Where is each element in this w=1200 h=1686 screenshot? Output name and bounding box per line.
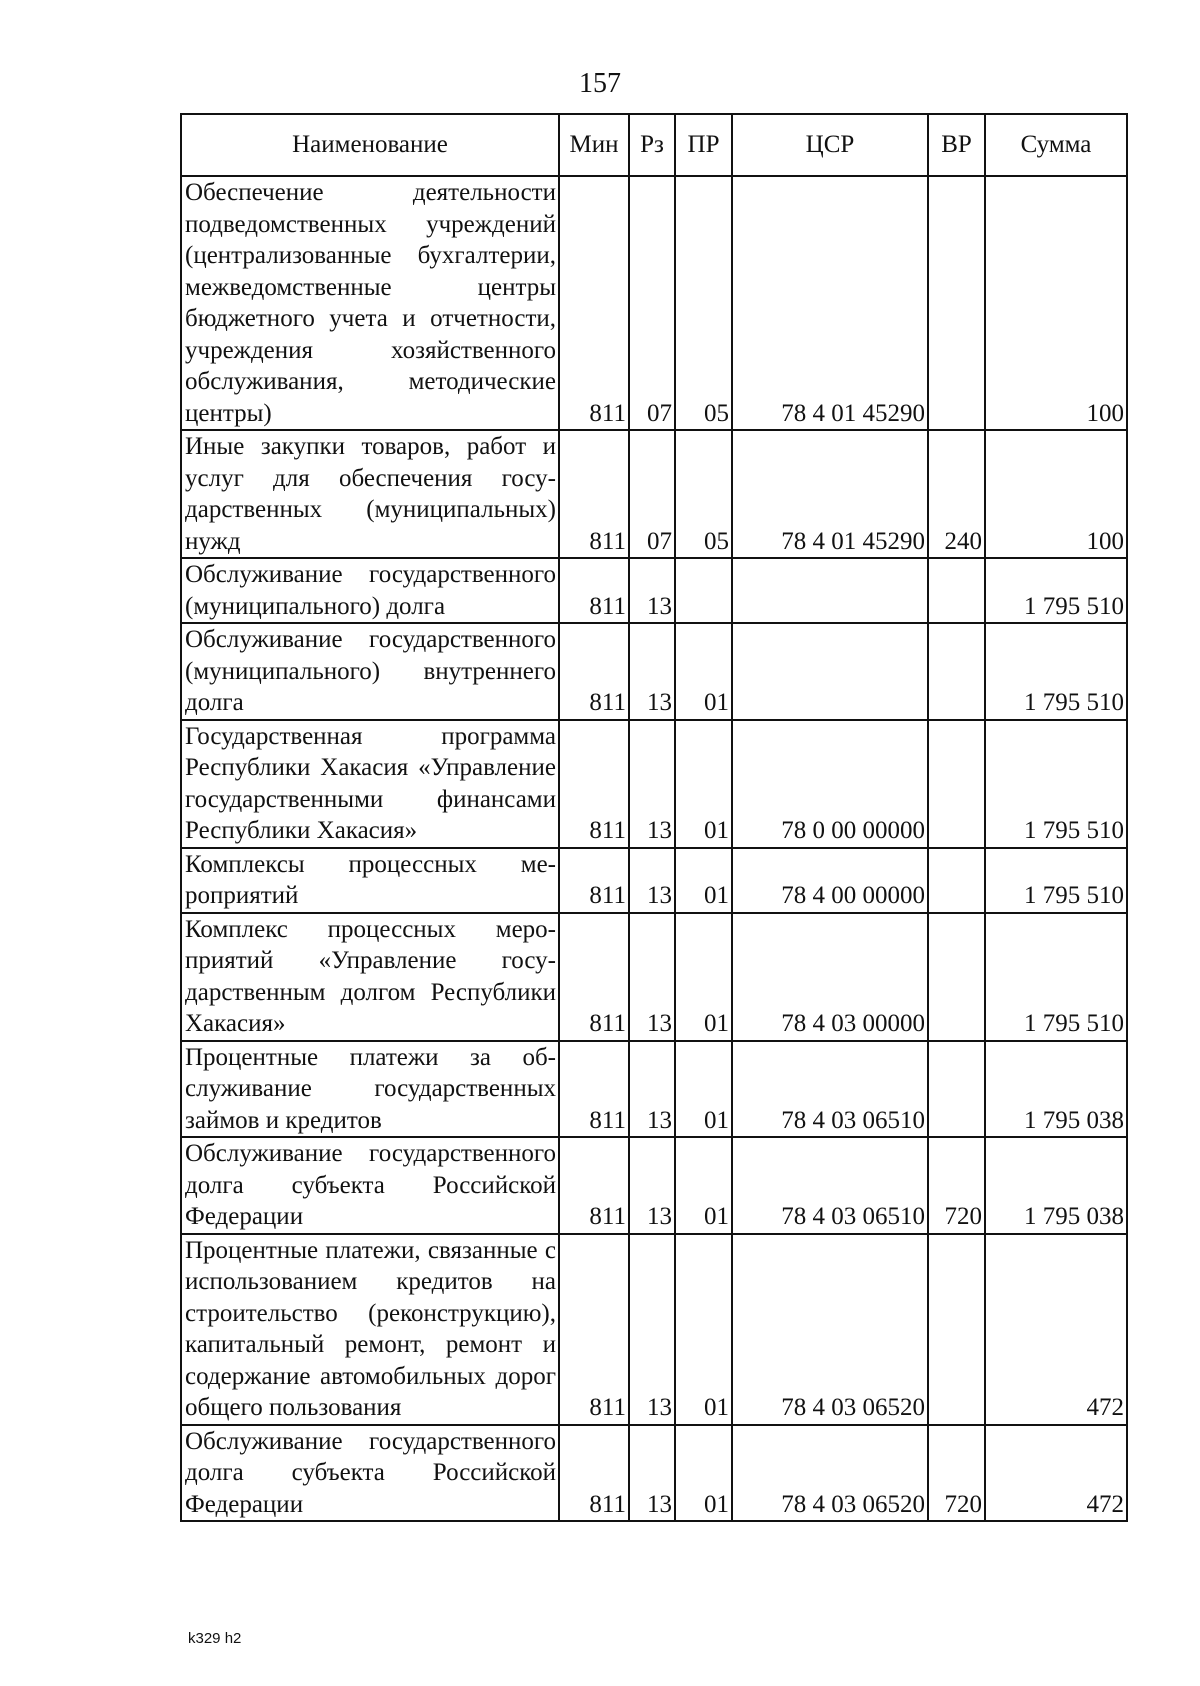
cell-pr: 01: [675, 1137, 732, 1234]
cell-vr: [928, 720, 985, 848]
cell-csr: 78 4 03 06510: [732, 1137, 928, 1234]
cell-pr: 01: [675, 1041, 732, 1138]
header-rz: Рз: [629, 114, 675, 176]
cell-rz: 13: [629, 1234, 675, 1425]
cell-name: Обеспечение деятельности подведомственных учреждений (централизованные бухгалтерии, межведомственные центры бюджетного учета и отчетности, учреждения хозяйственного обслуживания, методические центры): [181, 176, 559, 430]
cell-rz: 13: [629, 623, 675, 720]
cell-pr: 05: [675, 176, 732, 430]
cell-vr: 240: [928, 430, 985, 558]
cell-name: Обслуживание государственного долга субъекта Российской Федерации: [181, 1425, 559, 1522]
header-name: Наименование: [181, 114, 559, 176]
header-min: Мин: [559, 114, 629, 176]
cell-name: Обслуживание государственного (муниципального) долга: [181, 558, 559, 623]
cell-min: 811: [559, 1041, 629, 1138]
cell-csr: [732, 558, 928, 623]
cell-sum: 100: [985, 430, 1127, 558]
cell-rz: 13: [629, 1425, 675, 1522]
cell-pr: 01: [675, 1234, 732, 1425]
header-vr: ВР: [928, 114, 985, 176]
cell-pr: 01: [675, 913, 732, 1041]
cell-name: Процентные платежи за обслуживание государственных займов и кредитов: [181, 1041, 559, 1138]
cell-vr: [928, 1234, 985, 1425]
cell-sum: 1 795 510: [985, 623, 1127, 720]
table-row: [181, 623, 1127, 720]
cell-vr: [928, 176, 985, 430]
cell-csr: 78 4 03 06510: [732, 1041, 928, 1138]
cell-rz: 07: [629, 176, 675, 430]
cell-min: 811: [559, 720, 629, 848]
cell-pr: [675, 558, 732, 623]
cell-rz: 13: [629, 1137, 675, 1234]
cell-min: 811: [559, 1425, 629, 1522]
cell-rz: 13: [629, 913, 675, 1041]
table-body: [181, 176, 1127, 1521]
table-row: [181, 1137, 1127, 1234]
cell-pr: 01: [675, 623, 732, 720]
cell-min: 811: [559, 558, 629, 623]
cell-csr: 78 4 03 00000: [732, 913, 928, 1041]
cell-sum: 1 795 038: [985, 1137, 1127, 1234]
cell-sum: 1 795 510: [985, 913, 1127, 1041]
cell-csr: 78 4 03 06520: [732, 1425, 928, 1522]
cell-pr: 01: [675, 1425, 732, 1522]
cell-name: Обслуживание государственного долга субъекта Российской Федерации: [181, 1137, 559, 1234]
cell-rz: 13: [629, 720, 675, 848]
table-row: [181, 176, 1127, 430]
footer-code: k329 h2: [188, 1630, 242, 1647]
cell-min: 811: [559, 913, 629, 1041]
cell-sum: 472: [985, 1425, 1127, 1522]
cell-min: 811: [559, 430, 629, 558]
cell-name: Комплекс процессных мероприятий «Управление государственным долгом Республики Хакасия»: [181, 913, 559, 1041]
cell-pr: 01: [675, 848, 732, 913]
cell-vr: [928, 848, 985, 913]
page-number: 157: [579, 68, 621, 99]
cell-rz: 13: [629, 558, 675, 623]
table-header-row: [181, 114, 1127, 176]
cell-pr: 01: [675, 720, 732, 848]
cell-name: Процентные платежи, связанные с использованием кредитов на строительство (реконструкцию), капитальный ремонт, ремонт и содержание автомобильных дорог общего пользования: [181, 1234, 559, 1425]
cell-min: 811: [559, 848, 629, 913]
table-row: [181, 558, 1127, 623]
cell-vr: [928, 1041, 985, 1138]
cell-csr: 78 0 00 00000: [732, 720, 928, 848]
cell-name: Обслуживание государственного (муниципального) внутреннего долга: [181, 623, 559, 720]
cell-rz: 13: [629, 848, 675, 913]
cell-csr: [732, 623, 928, 720]
cell-rz: 13: [629, 1041, 675, 1138]
cell-vr: 720: [928, 1137, 985, 1234]
cell-vr: [928, 558, 985, 623]
cell-min: 811: [559, 623, 629, 720]
cell-sum: 100: [985, 176, 1127, 430]
cell-sum: 1 795 510: [985, 558, 1127, 623]
cell-name: Государственная программа Республики Хакасия «Управление государственными финансами Республики Хакасия»: [181, 720, 559, 848]
header-pr: ПР: [675, 114, 732, 176]
cell-pr: 05: [675, 430, 732, 558]
table-row: [181, 720, 1127, 848]
cell-vr: [928, 623, 985, 720]
table-row: [181, 1234, 1127, 1425]
cell-vr: 720: [928, 1425, 985, 1522]
table-row: [181, 1425, 1127, 1522]
cell-name: Иные закупки товаров, работ и услуг для обеспечения государственных (муниципальных) нужд: [181, 430, 559, 558]
cell-csr: 78 4 03 06520: [732, 1234, 928, 1425]
cell-sum: 1 795 510: [985, 848, 1127, 913]
cell-csr: 78 4 01 45290: [732, 430, 928, 558]
cell-rz: 07: [629, 430, 675, 558]
header-sum: Сумма: [985, 114, 1127, 176]
table-row: [181, 1041, 1127, 1138]
cell-vr: [928, 913, 985, 1041]
cell-csr: 78 4 00 00000: [732, 848, 928, 913]
table-row: [181, 913, 1127, 1041]
cell-sum: 1 795 510: [985, 720, 1127, 848]
budget-table: [180, 113, 1128, 1522]
cell-csr: 78 4 01 45290: [732, 176, 928, 430]
header-csr: ЦСР: [732, 114, 928, 176]
cell-sum: 472: [985, 1234, 1127, 1425]
cell-min: 811: [559, 1137, 629, 1234]
cell-min: 811: [559, 176, 629, 430]
cell-sum: 1 795 038: [985, 1041, 1127, 1138]
table-row: [181, 430, 1127, 558]
table-row: [181, 848, 1127, 913]
cell-min: 811: [559, 1234, 629, 1425]
cell-name: Комплексы процессных мероприятий: [181, 848, 559, 913]
